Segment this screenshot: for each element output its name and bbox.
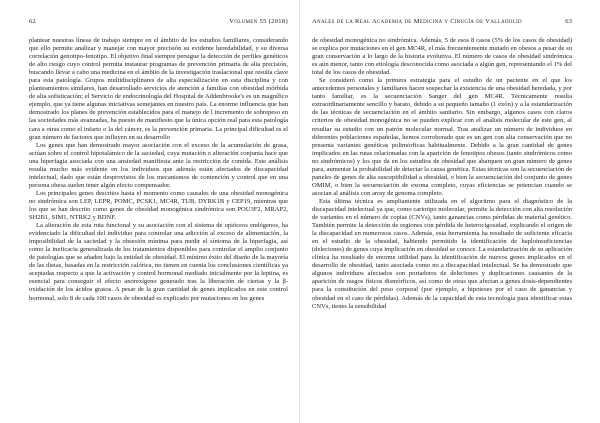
paragraph: Se consideró como la primera estrategia para el estudio de un paciente en el que los antecedentes personales y familiares hacen sospechar la existencia de una obesidad heredada, y por tanto familiar, es la secuenciación Sanger del gen MC4R. Técnicamente resulta extraordinariamente sencillo y barato, debido a su pequeño tamaño (1 exón) y a la estandarización de las técnicas de secuenciación en el ámbito sanitario. Sin embargo, algunos casos con claros criterios de obesidad monogénica no se pueden explicar con el análisis molecular de este gen, al resultar su estudio con un patrón molecular normal. Tras analizar un número de individuos en diferentes poblaciones españolas, hemos corroborado que es un gen con alta conservación que no presenta variantes genéticas polimórficas habitualmente. Debido a la gran cantidad de genes implicados en las rutas relacionadas con la aparición de fenotipos obesos (tanto sindrómicos como no sindrómicos) y los que da en los estudios de obesidad que abarquen un gran número de genes para, aumentar la probabilidad de detectar la causa genética. Estas técnicas son la secuenciación de paneles de genes de alta susceptibilidad a obesidad, o bien la secuenciación del conjunto de genes OMIM, o bien la secuenciación de exoma completo, cuyas eficiencias se potencian cuando se asocian al análisis con array de genoma completo.	[312, 77, 572, 197]
page-number: 62	[29, 18, 36, 25]
paragraph: La alteración de esta ruta funcional y su asociación con el sistema de opióceos endógenos, ha evidenciado la dificultad del individuo para controlar una adicción al exceso de alimentación, la imposibilidad de la saciedad y la obsesión mínima para medir el síntoma de la hiperfagia, así como la ineficacia generalizada de los tratamientos disponibles para controlar el amplio conjunto de patologías que se añaden bajo la entidad de obesidad. El mínimo éxito del diseño de la mayoría de las dietas, basadas en la restricción calórica, no tienen en cuenta los conclusiones científicas ya aceptadas respecto a que la activación y control hormonal mediado inicialmente por la leptina, es esencial para conseguir el efecto anorexígeno generado tras la liberación de ciertas y la β-oxidación de los ácidos grasos. A pesar de la gran cantidad de genes implicados en este control hormonal, solo 8 de cada 100 casos de obesidad es explicado por mutaciones en los genes	[29, 222, 288, 302]
left-page-body	[29, 37, 288, 303]
running-head: Volumen 55 (2018)	[229, 18, 288, 25]
paragraph: Esta última técnica es ampliamente utilizada en el algoritmo para el diagnóstico de la discapacidad intelectual ya que, como cariotipo molecular, permite la detección con alta resolución de variantes en el número de copias (CNVs), tanto ganancias como pérdidas de material genético. También permite la detección de regiones con pérdida de heterocigosidad, explicando el origen de la discapacidad en numerosos casos. Además, esta herramienta ha resultado de suficiente eficacia en el estudio de la obesidad, habiendo permitido la identificación de haploinsuficiencias (deleciones) de genes cuya implicación en obesidad se conoce. La estandarización de su aplicación clínica ha resultado de enorme utilidad para la identificación de nuevos genes implicados en el desarrollo de obesidad, tanto asociada como no a discapacidad intelectual. Se ha demostrado que algunos individuos afectados son portadores de deleciones y duplicaciones causantes de la aparición de rasgos físicos dismórficos, así como de otras que afectan a genes dosis-dependientes para la constitución del peso corporal (por ejemplo, a hipoteses por el caso de ganancias y obesidad en el caso de pérdidas). Además de la capacidad de esta tecnología para identificar estas CNVs, tienes la sensibilidad	[312, 197, 572, 310]
left-page-header	[29, 18, 288, 26]
right-page-body	[312, 37, 572, 311]
running-head: Anales de la Real Academia de Medicina y Cirugía de Valladolid	[312, 18, 522, 25]
right-page-header	[312, 18, 572, 26]
paragraph: Los genes que han demostrado mayor asociación con el exceso de la acumulación de grasa, actúan sobre el control hipotalámico de la saciedad, cuya mutación o alteración conjunta hace que una hiperfagia asociada con una ansiedad manifiesta ante la restricción de comida. Este análisis resulta mucho más evidente en los individuos que además están afectados de discapacidad intelectual, dado que están desprovistos de los mecanismos de contención y control que en una persona obesa suelen tener algún efecto compensador.	[29, 141, 288, 189]
right-page	[300, 0, 600, 423]
paragraph: plantear nuestras líneas de trabajo siempre en el ámbito de los estudios familiares, considerando que ello permite analizar y manejar con mayor precisión su evidente heredabilidad, y su diversa correlación genotipo-fenotipo. El objetivo final siempre persigue la detección de perfiles genéticos de alto riesgo cuyo control permita instaurar programas de prevención primaria de alta precisión, buscando llevar a cabo una medicina en el ámbito de la investigación traslacional que resulta clave para esta patología. Grupos multidisciplinares de alta especialización en esta disciplina y con planteamientos similares, han desarrollado servicios de atención a familias con obesidad mórbida de alta sofisticación; el Servicio de endocrinología del Hospital de Addenbrooke's es un magnífico ejemplo, que ya tiene algunas iniciativas semejantes en nuestro país. La enorme influencia que han demostrado los planes de prevención establecidos para el manejo de l incremento de sobrepeso en las sociedades más avanzadas, ha puesto de manifiesto que la única opción real para esta patología cara a otras como el infarto o la del cáncer, es la prevención primaria. La principal dificultad es el gran número de factores que influyen en su desarrollo	[29, 37, 288, 141]
paragraph: Los principales genes descritos hasta el momento como causales de una obesidad monogénica no sindrómica son LEP, LEPR, POMC, PCSK1, MC4R, TUB, DYRK1B y CEP19, mientras que los que se han descrito como genes de obesidad monogénica sindrómica son POU3F2, MRAP2, SH2B1, SIM1, NTRK2 y BDNF.	[29, 189, 288, 222]
page-number: 63	[565, 18, 572, 25]
paragraph: de obesidad monogénica no sindrómica. Además, 5 de esos 8 casos (5% de los casos de obesidad) se explica por mutaciones en el gen MC4R, el más frecuentemente mutado en obesos a pesar de su gran conservación a lo largo de la historia evolutiva. El número de casos de obesidad sindrómica es aún menor, tanto con etiología desconocida como asociada a algún gen, representando el 1% del total de los casos de obesidad.	[312, 37, 572, 77]
